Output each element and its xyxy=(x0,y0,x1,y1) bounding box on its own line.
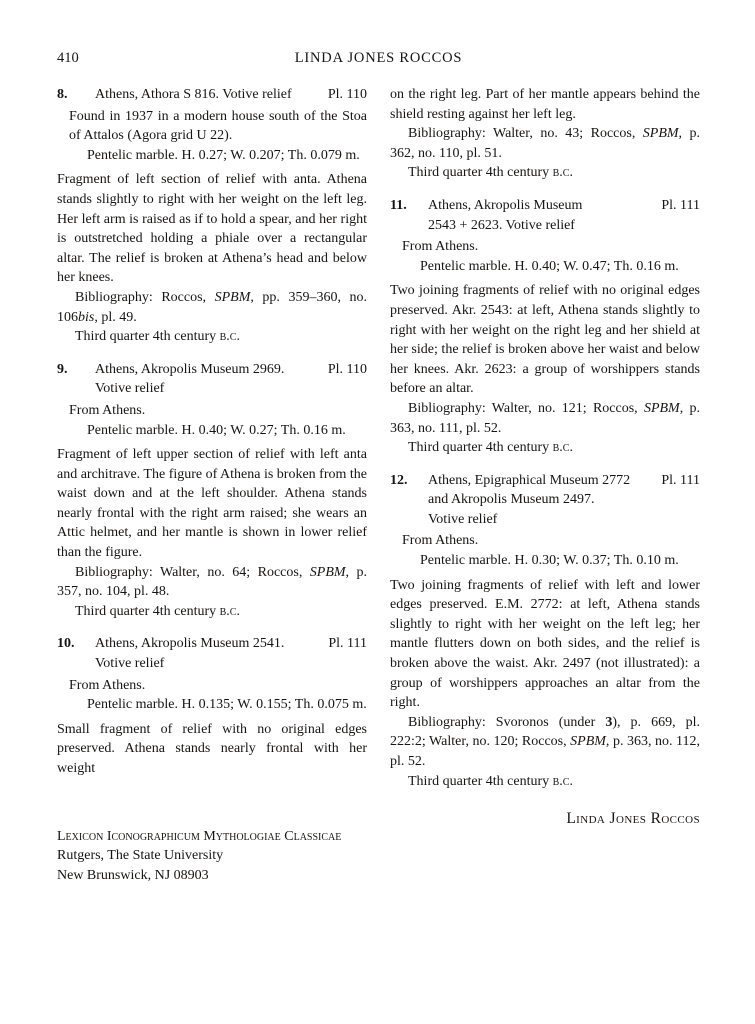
entry-number: 9. xyxy=(57,361,68,377)
text-run: , pp. 359–360, no. 106 xyxy=(57,289,367,325)
text-run: SPBM xyxy=(570,734,606,750)
paragraph-prov xyxy=(402,237,700,257)
plate-reference: Pl. 111 xyxy=(328,636,367,652)
author-signature xyxy=(390,809,700,829)
paragraph-desc xyxy=(57,720,367,779)
paragraph-desc xyxy=(390,281,700,399)
paragraph-meas xyxy=(69,695,367,715)
entry-heading xyxy=(390,471,700,530)
text-columns xyxy=(57,85,700,885)
running-title: LINDA JONES ROCCOS xyxy=(294,50,463,66)
text-run: on the right leg. Part of her mantle appears behind the shield resting against her left leg. xyxy=(390,87,700,122)
entry-title-continued: Votive relief xyxy=(95,656,165,672)
text-run: From Athens. xyxy=(402,239,479,255)
entry-heading xyxy=(57,85,367,105)
entry-heading-line xyxy=(57,634,367,654)
paragraph-prov xyxy=(69,107,367,146)
entry-heading-line xyxy=(57,360,367,380)
text-run: Third quarter 4th century xyxy=(408,165,553,181)
text-run: From Athens. xyxy=(69,402,146,418)
entry-number: 12. xyxy=(390,472,408,488)
entry-title: Athens, Akropolis Museum 2969. xyxy=(95,361,285,377)
paragraph-date xyxy=(390,772,700,792)
paragraph-bib xyxy=(390,713,700,772)
text-run: Third quarter 4th century xyxy=(408,440,553,456)
entry-heading xyxy=(57,634,367,673)
entry-heading-line xyxy=(390,471,700,491)
entry-heading xyxy=(390,196,700,235)
paragraph-meas xyxy=(69,421,367,441)
paragraph-meas xyxy=(69,146,367,166)
text-run: b.c. xyxy=(552,440,573,456)
paragraph-date xyxy=(390,438,700,458)
text-run: b.c. xyxy=(219,603,240,619)
text-run: Small fragment of relief with no original edges preserved. Athena stands nearly frontal with her weight xyxy=(57,721,367,776)
text-run: Found in 1937 in a modern house south of the Stoa of Attalos (Agora grid U 22). xyxy=(69,108,367,144)
entry-title-continued: Votive relief xyxy=(428,511,498,527)
entry-title-continued: Votive relief xyxy=(95,381,165,397)
text-run: b.c. xyxy=(219,329,240,345)
text-run: Bibliography: Roccos, xyxy=(75,289,215,305)
entry-heading xyxy=(57,360,367,399)
entry-heading-line xyxy=(57,85,367,105)
paragraph-desc xyxy=(390,576,700,713)
paragraph-desccont xyxy=(390,85,700,124)
text-run: SPBM xyxy=(214,289,251,305)
page-header xyxy=(57,50,700,68)
text-run: Pentelic marble. H. 0.40; W. 0.27; Th. 0.16 m. xyxy=(87,422,346,438)
affiliation-line xyxy=(57,866,367,886)
paragraph-date xyxy=(57,602,367,622)
text-run: Third quarter 4th century xyxy=(75,329,220,345)
paragraph-bib xyxy=(57,288,367,327)
paragraph-bib xyxy=(390,124,700,163)
entry-heading-line xyxy=(390,196,700,216)
text-run: b.c. xyxy=(552,165,573,181)
paragraph-bib xyxy=(390,399,700,438)
text-run: , pl. 49. xyxy=(94,309,137,325)
paragraph-prov xyxy=(69,676,367,696)
entry-title: Athens, Athora S 816. Votive relief xyxy=(95,87,292,102)
text-run: , p. 362, no. 110, pl. 51. xyxy=(390,126,700,161)
entry-title: Athens, Akropolis Museum xyxy=(428,197,583,213)
column-left xyxy=(57,85,367,885)
text-run: Linda Jones Roccos xyxy=(566,810,700,828)
plate-reference: Pl. 110 xyxy=(327,87,367,102)
paragraph-bib xyxy=(57,563,367,602)
text-run: Two joining fragments of relief with left and lower edges preserved. E.M. 2772: at left, Athena stands slightly to right with her weight on the left leg; her mantle flutters down on both sides, and the relief is broken above the waist. Akr. 2497 (not illustrated): a group of worshippers approaches an altar from the right. xyxy=(390,577,700,711)
text-run: From Athens. xyxy=(69,677,146,693)
text-run: Pentelic marble. H. 0.27; W. 0.207; Th. 0.079 m. xyxy=(87,147,360,163)
text-run: Bibliography: Walter, no. 43; Roccos, xyxy=(408,126,643,142)
entry-number: 11. xyxy=(390,197,407,213)
column-right xyxy=(390,85,700,885)
text-run: Pentelic marble. H. 0.135; W. 0.155; Th. 0.075 m. xyxy=(87,697,367,713)
text-run: Bibliography: Walter, no. 64; Roccos, xyxy=(75,564,310,580)
affiliation-line xyxy=(57,846,367,866)
text-run: New Brunswick, NJ 08903 xyxy=(57,867,209,883)
paragraph-date xyxy=(390,163,700,183)
text-run: Two joining fragments of relief with no original edges preserved. Akr. 2543: at left, Athena stands slightly to right with her weight on the right leg and her shield at her side; the relief is broken above her waist and below her knees. Akr. 2623: a group of worshippers stands before an altar. xyxy=(390,283,700,397)
affiliation-block xyxy=(57,827,367,886)
text-run: Fragment of left upper section of relief with left anta and architrave. The figure of Athena is broken from the waist down and at the left shoulder. Athena stands nearly frontal with the right arm raised; she wears an Attic helmet, and her mantle is shown in lower relief than the figure. xyxy=(57,447,367,561)
text-run: ), p. 669, pl. 222:2; Walter, no. 120; Roccos, xyxy=(390,714,700,750)
entry-number: 8. xyxy=(57,87,68,102)
entry-title: Athens, Akropolis Museum 2541. xyxy=(95,636,285,652)
text-run: 3 xyxy=(605,714,613,730)
text-run: bis xyxy=(78,309,95,325)
text-run: SPBM xyxy=(309,564,346,580)
plate-reference: Pl. 110 xyxy=(327,361,367,377)
text-run: , p. 357, no. 104, pl. 48. xyxy=(57,564,367,600)
text-run: , p. 363, no. 111, pl. 52. xyxy=(390,400,701,436)
text-run: Third quarter 4th century xyxy=(408,773,553,789)
text-run: Pentelic marble. H. 0.40; W. 0.47; Th. 0.16 m. xyxy=(420,258,679,274)
text-run: SPBM xyxy=(643,400,680,416)
text-run: Pentelic marble. H. 0.30; W. 0.37; Th. 0.10 m. xyxy=(420,553,679,569)
entry-title-continued: and Akropolis Museum 2497. xyxy=(428,492,595,508)
text-run: Fragment of left section of relief with anta. Athena stands slightly to right with her weight on the left leg. Her left arm is raised as if to hold a spear, and her right is outstretched holding a phiale over a rectangular altar. The relief is broken at Athena’s head and below her knees. xyxy=(57,172,367,286)
text-run: Bibliography: Walter, no. 121; Roccos, xyxy=(408,400,644,416)
text-run: Bibliography: Svoronos (under xyxy=(408,714,606,730)
plate-reference: Pl. 111 xyxy=(661,472,700,488)
entry-number: 10. xyxy=(57,636,75,652)
paragraph-desc xyxy=(57,445,367,563)
text-run: Rutgers, The State University xyxy=(57,848,224,864)
entry-title: Athens, Epigraphical Museum 2772 xyxy=(428,472,631,488)
text-run: Third quarter 4th century xyxy=(75,603,220,619)
paragraph-desc xyxy=(57,170,367,288)
paragraph-date xyxy=(57,327,367,347)
paragraph-meas xyxy=(402,257,700,277)
affiliation-line xyxy=(57,827,367,847)
entry-title-continued: 2543 + 2623. Votive relief xyxy=(428,217,575,233)
text-run: b.c. xyxy=(552,773,573,789)
paragraph-prov xyxy=(402,531,700,551)
page-number: 410 xyxy=(57,50,79,66)
paragraph-meas xyxy=(402,551,700,571)
text-run: SPBM xyxy=(642,126,679,142)
text-run: From Athens. xyxy=(402,533,479,549)
text-run: , p. 363, no. 112, pl. 52. xyxy=(390,734,700,769)
text-run: Lexicon Iconographicum Mythologiae Classicae xyxy=(57,828,342,844)
paragraph-prov xyxy=(69,401,367,421)
plate-reference: Pl. 111 xyxy=(661,197,700,213)
